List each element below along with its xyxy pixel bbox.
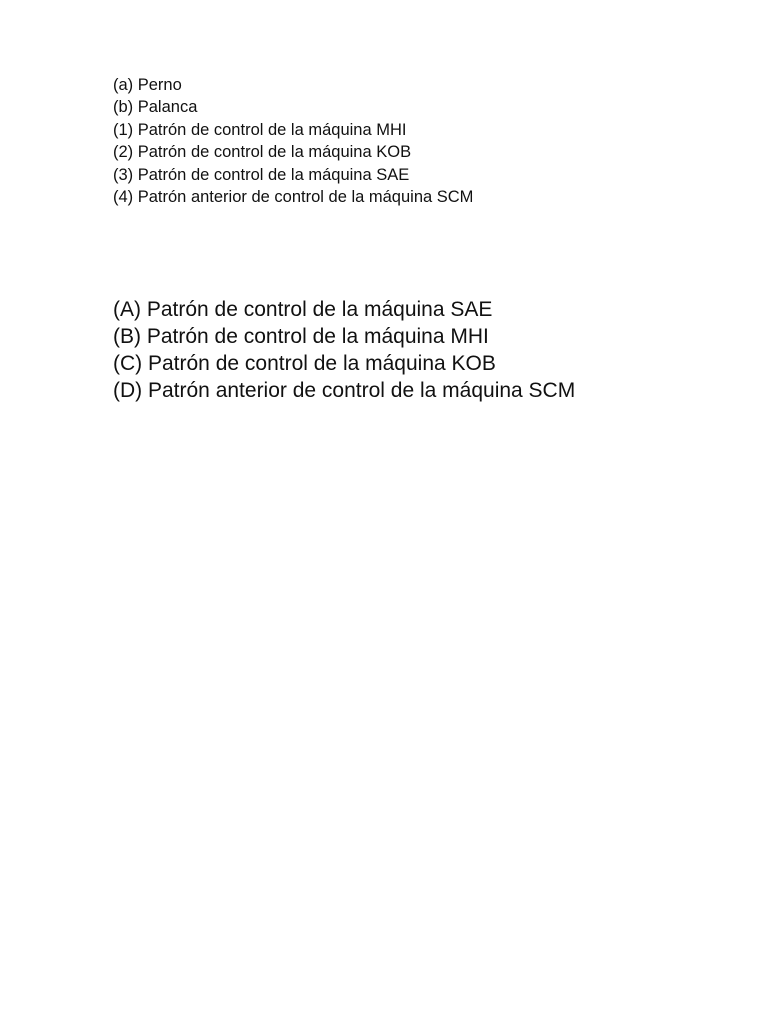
- option-c: (C) Patrón de control de la máquina KOB: [113, 352, 496, 375]
- answer-options-list: [113, 296, 575, 404]
- legend-item-2: (2) Patrón de control de la máquina KOB: [113, 143, 412, 162]
- legend-item-1: (1) Patrón de control de la máquina MHI: [113, 120, 407, 139]
- legend-item-b: (b) Palanca: [113, 98, 198, 117]
- legend-item-a: (a) Perno: [113, 76, 182, 94]
- legend-list: [113, 74, 473, 208]
- legend-item-4: (4) Patrón anterior de control de la máquina SCM: [113, 188, 474, 207]
- option-a: (A) Patrón de control de la máquina SAE: [113, 298, 493, 321]
- option-b: (B) Patrón de control de la máquina MHI: [113, 325, 489, 348]
- legend-item-3: (3) Patrón de control de la máquina SAE: [113, 165, 410, 184]
- option-d: (D) Patrón anterior de control de la máquina SCM: [113, 379, 576, 402]
